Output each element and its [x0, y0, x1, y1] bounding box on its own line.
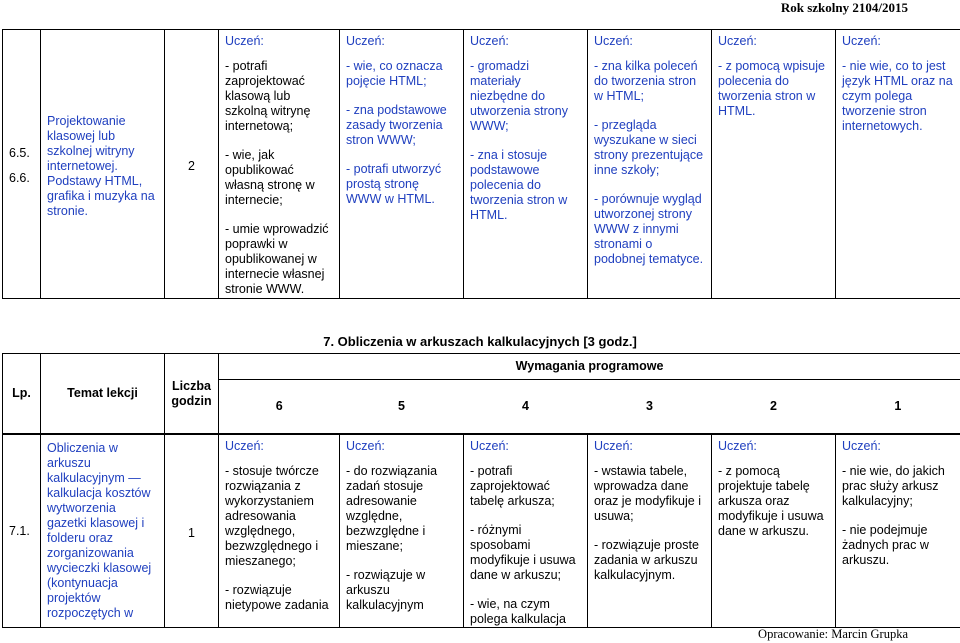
grade-6-cell: Uczeń: - potrafi zaprojektować klasową lub szkolną witrynę internetową; - wie, jak opublikować własną stronę w internecie; - umie wprowadzić poprawki w opublikowanej w internecie własnej stronie WWW.: [219, 30, 340, 299]
header-grade-6: 6: [219, 380, 340, 434]
section-title: 7. Obliczenia w arkuszach kalkulacyjnych [3 godz.]: [323, 334, 637, 349]
school-year: Rok szkolny 2104/2015: [780, 0, 908, 15]
header-grade-5: 5: [340, 380, 464, 434]
header-lp: Lp.: [3, 354, 41, 434]
grade-2-cell: Uczeń: - z pomocą projektuje tabelę arkusza oraz modyfikuje i usuwa dane w arkuszu.: [712, 435, 836, 628]
table-row: [3, 30, 960, 299]
header-hours: Liczba godzin: [165, 354, 219, 434]
grade-5-cell: Uczeń: - do rozwiązania zadań stosuje adresowanie względne, bezwzględne i mieszane; - rozwiązuje w arkuszu kalkulacyjnym: [340, 435, 464, 628]
lesson-number: 7.1.: [3, 435, 41, 628]
header-grade-4: 4: [464, 380, 588, 434]
header-requirements: Wymagania programowe: [219, 354, 960, 380]
header-grade-1: 1: [836, 380, 960, 434]
grade-4-cell: Uczeń: - gromadzi materiały niezbędne do utworzenia strony WWW; - zna i stosuje podstawowe polecenia do tworzenia stron w HTML.: [464, 30, 588, 299]
lesson-number-2: 6.6.: [9, 171, 30, 185]
footer-author: Opracowanie: Marcin Grupka: [758, 627, 908, 641]
grade-3-cell: Uczeń: - zna kilka poleceń do tworzenia stron w HTML; - przegląda wyszukane w sieci strony prezentujące inne szkoły; - porównuje wygląd utworzonej strony WWW z innymi stronami o podobnej tematyce.: [588, 30, 712, 299]
grade-4-cell: Uczeń: - potrafi zaprojektować tabelę arkusza; - różnymi sposobami modyfikuje i usuwa dane w arkuszu; - wie, na czym polega kalkulacja: [464, 435, 588, 628]
grade-6-cell: Uczeń: - stosuje twórcze rozwiązania z wykorzystaniem adresowania względnego, bezwzględnego i mieszanego; - rozwiązuje nietypowe zadania: [219, 435, 340, 628]
grade-5-cell: Uczeń: - wie, co oznacza pojęcie HTML; - zna podstawowe zasady tworzenia stron WWW; - potrafi utworzyć prostą stronę WWW w HTML.: [340, 30, 464, 299]
grade-2-cell: Uczeń: - z pomocą wpisuje polecenia do tworzenia stron w HTML.: [712, 30, 836, 299]
requirements-table-html: [2, 29, 960, 299]
requirements-table-calc: [2, 434, 960, 628]
requirements-table-header: [2, 353, 960, 434]
header-grade-3: 3: [588, 380, 712, 434]
table-row: [3, 435, 960, 628]
grade-1-cell: Uczeń: - nie wie, do jakich prac służy arkusz kalkulacyjny; - nie podejmuje żadnych prac w arkuszu.: [836, 435, 960, 628]
header-grade-2: 2: [712, 380, 836, 434]
lesson-number-1: 6.5.: [9, 146, 30, 160]
lesson-topic: Projektowanie klasowej lub szkolnej witryny internetowej. Podstawy HTML, grafika i muzyka na stronie.: [41, 30, 165, 299]
grade-3-cell: Uczeń: - wstawia tabele, wprowadza dane oraz je modyfikuje i usuwa; - rozwiązuje proste zadania w arkuszu kalkulacyjnym.: [588, 435, 712, 628]
lesson-hours: 1: [165, 435, 219, 628]
lesson-number: [3, 30, 41, 299]
header-topic: Temat lekcji: [41, 354, 165, 434]
grade-1-cell: Uczeń: - nie wie, co to jest język HTML oraz na czym polega tworzenie stron internetowych.: [836, 30, 960, 299]
lesson-hours: 2: [165, 30, 219, 299]
lesson-topic: Obliczenia w arkuszu kalkulacyjnym — kalkulacja kosztów wytworzenia gazetki klasowej i folderu oraz zorganizowania wycieczki klasowej (kontynuacja projektów rozpoczętych w: [41, 435, 165, 628]
